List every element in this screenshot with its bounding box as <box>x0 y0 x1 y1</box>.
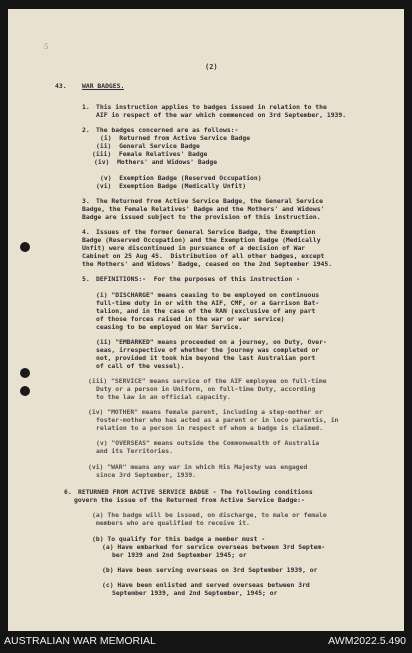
definition-line: ceasing to be employed on War Service. <box>96 324 243 331</box>
para-line: Issues of the former General Service Badge, the Exemption <box>96 229 316 236</box>
document-text <box>8 9 404 631</box>
document-page <box>8 9 404 631</box>
para-line: Cabinet on 25 Aug 45. Distribution of all other badges, except <box>82 253 325 260</box>
badge-item: (iii) Female Relatives' Badge <box>92 151 208 158</box>
definition-line: seas, irrespective of whether the journey was completed or <box>96 347 320 354</box>
qualification-line: September 1939, and 2nd September, 1945; or <box>112 590 278 597</box>
para-line: RETURNED FROM ACTIVE SERVICE BADGE - The following conditions <box>78 489 313 496</box>
para-number: 6. <box>64 489 72 496</box>
definition-line: relation to a person in respect of whom a badge is claimed. <box>96 425 324 432</box>
para-line: Badge (Reserved Occupation) and the Exemption Badge (Medically <box>82 237 321 244</box>
qualification-line: ber 1939 and 2nd September 1945; or <box>112 552 247 559</box>
para-line: AIF in respect of the war which commenced on 3rd September, 1939. <box>96 112 347 119</box>
definition-line: (ii) "EMBARKED" means proceeded on a journey, on Duty, Over- <box>96 339 327 346</box>
para-line: Badge are issued subject to the provision of this instruction. <box>82 214 321 221</box>
para-number: 5. <box>82 276 90 283</box>
para-line: DEFINITIONS:- For the purposes of this instruction - <box>96 276 300 283</box>
para-number: 4. <box>82 229 90 236</box>
badge-item: (iv) Mothers' and Widows' Badge <box>94 159 218 166</box>
definition-line: foster-mother who has acted as a parent or in loco parentis, in <box>96 417 339 424</box>
para-line: (a) The badge will be issued, on discharge, to male or female <box>92 512 327 519</box>
definition-line: of those forces raised in the war or war service) <box>96 316 285 323</box>
qualification-line: (a) Have embarked for service overseas between 3rd Septem- <box>102 544 326 551</box>
para-line: The badges concerned are as follows:- <box>96 127 239 134</box>
definition-line: (iv) "MOTHER" means female parent, including a step-mother or <box>88 409 323 416</box>
badge-item: (ii) General Service Badge <box>96 143 200 150</box>
para-number: 3. <box>82 198 90 205</box>
qualification-line: (c) Have been enlisted and served overseas between 3rd <box>102 582 310 589</box>
para-line: the Mothers' and Widows' Badge, ceased on the 2nd September 1945. <box>82 261 333 268</box>
para-line: This instruction applies to badges issued in relation to the <box>96 104 327 111</box>
definition-line: full-time duty in or with the AIF, CMF, or a Garrison Bat- <box>96 300 320 307</box>
definition-line: to the law in an official capacity. <box>96 394 231 401</box>
para-line: members who are qualified to receive it. <box>96 520 250 527</box>
pencil-mark: 5 <box>44 43 49 51</box>
qualification-line: (b) Have been serving overseas on 3rd September 1939, or <box>102 567 318 574</box>
definition-line: (iii) "SERVICE" means service of the AIF employee on full-time <box>88 378 327 385</box>
definition-line: (v) "OVERSEAS" means outside the Commonwealth of Australia <box>96 440 320 447</box>
para-line: (b) To qualify for this badge a member must - <box>92 536 266 543</box>
record-id: AWM2022.5.490 <box>328 635 406 647</box>
para-line: govern the issue of the Returned from Active Service Badge:- <box>74 497 305 504</box>
para-line: Unfit) were discontinued in pursuance of a decision of War <box>82 245 306 252</box>
para-number: 2. <box>82 127 90 134</box>
definition-line: not, provided it took him beyond the last Australian port <box>96 355 316 362</box>
section-title: WAR BADGES. <box>82 83 125 90</box>
caption-bar <box>0 631 412 653</box>
institution-label: AUSTRALIAN WAR MEMORIAL <box>4 635 156 647</box>
definition-line: (i) "DISCHARGE" means ceasing to be employed on continuous <box>96 292 320 299</box>
badge-item: (i) Returned from Active Service Badge <box>100 135 251 142</box>
definition-line: and its Territories. <box>96 448 173 455</box>
definition-line: since 3rd September, 1939. <box>96 472 197 479</box>
para-number: 1. <box>82 104 90 111</box>
definition-line: of call of the vessel). <box>96 363 185 370</box>
definition-line: Duty or a person in Uniform, on full-time Duty, according <box>96 386 316 393</box>
para-line: Badge, the Female Relatives' Badge and the Mothers' and Widows' <box>82 206 325 213</box>
page-number: (2) <box>205 63 218 71</box>
definition-line: (vi) "WAR" means any war in which His Majesty was engaged <box>88 464 308 471</box>
badge-item: (vi) Exemption Badge (Medically Unfit) <box>96 183 247 190</box>
section-number: 43. <box>55 83 67 90</box>
para-line: The Returned from Active Service Badge, the General Service <box>96 198 324 205</box>
badge-item: (v) Exemption Badge (Reserved Occupation) <box>100 175 262 182</box>
definition-line: talion, and in the case of the RAN (exclusive of any part <box>96 308 316 315</box>
